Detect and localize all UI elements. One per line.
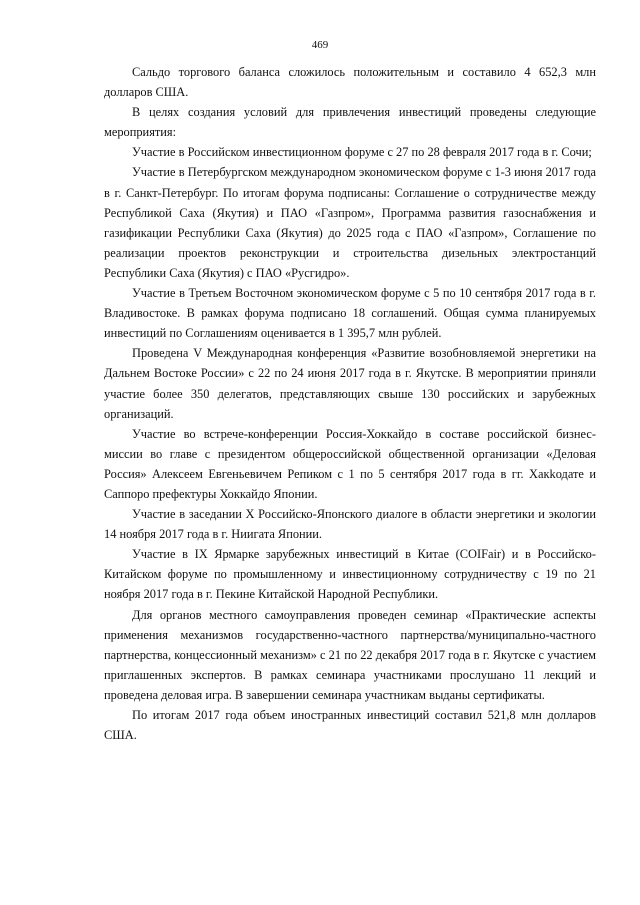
paragraph-coifair: Участие в IX Ярмарке зарубежных инвестиций в Китае (COIFair) и в Российско-Китайском форуме по промышленному и инвестиционному сотрудничеству с 19 по 21 ноября 2017 года в г. Пекине Китайской Народной Республики. [104,547,596,602]
document-body [104,62,596,745]
paragraph-foreign-investment-total: По итогам 2017 года объем иностранных инвестиций составил 521,8 млн долларов США. [104,708,596,743]
paragraph-russian-investment-forum: Участие в Российском инвестиционном форуме с 27 по 28 февраля 2017 года в г. Сочи; [132,145,592,160]
paragraph-trade-balance: Сальдо торгового баланса сложилось положительным и составило 4 652,3 млн долларов США. [104,65,596,100]
paragraph-russia-japan-dialogue: Участие в заседании X Российско-Японского диалоге в области энергетики и экологии 14 ноября 2017 года в г. Ниигата Японии. [104,507,596,542]
page-number: 469 [311,39,329,51]
paragraph-russia-hokkaido-meeting: Участие во встрече-конференции Россия-Хоккайдо в составе российской бизнес-миссии во главе с президентом общероссийской общественной организации «Деловая Россия» Алексеем Евгеньевичем Репиком с 1 по 5 сентября 2017 года в гг. Хакkодате и Саппоро префектуры Хоккайдо Японии. [104,426,596,501]
paragraph-spief: Участие в Петербургском международном экономическом форуме с 1-3 июня 2017 года в г. Санкт-Петербург. По итогам форума подписаны: Соглашение о сотрудничестве между Республикой Саха (Якутия) и ПАО «Газпром», Программа развития газоснабжения и газификации Республики Саха (Якутия) до 2025 года с ПАО «Газпром», Соглашение по реализации проектов реконструкции и строительства дизельных электростанций Республики Саха (Якутия) с ПАО «Русгидро». [104,165,596,280]
paragraph-eastern-economic-forum: Участие в Третьем Восточном экономическом форуме с 5 по 10 сентября 2017 года в г. Владивостоке. В рамках форума подписано 18 соглашений. Общая сумма планируемых инвестиций по Соглашениям оценивается в 1 395,7 млн рублей. [104,286,596,341]
paragraph-ppp-seminar: Для органов местного самоуправления проведен семинар «Практические аспекты применения механизмов государственно-частного партнерства/муниципально-частного партнерства, концессионный механизм» с 21 по 22 декабря 2017 года в г. Якутске с участием приглашенных экспертов. В рамках семинара участниками прослушано 11 лекций и проведена деловая игра. В завершении семинара участникам выданы сертификаты. [104,607,596,702]
paragraph-investment-measures-intro: В целях создания условий для привлечения инвестиций проведены следующие мероприятия: [104,105,596,140]
paragraph-renewable-energy-conference: Проведена V Международная конференция «Развитие возобновляемой энергетики на Дальнем Востоке России» с 22 по 24 июня 2017 года в г. Якутске. В мероприятии приняли участие более 350 делегатов, представляющих свыше 130 российских и зарубежных организаций. [104,346,596,421]
